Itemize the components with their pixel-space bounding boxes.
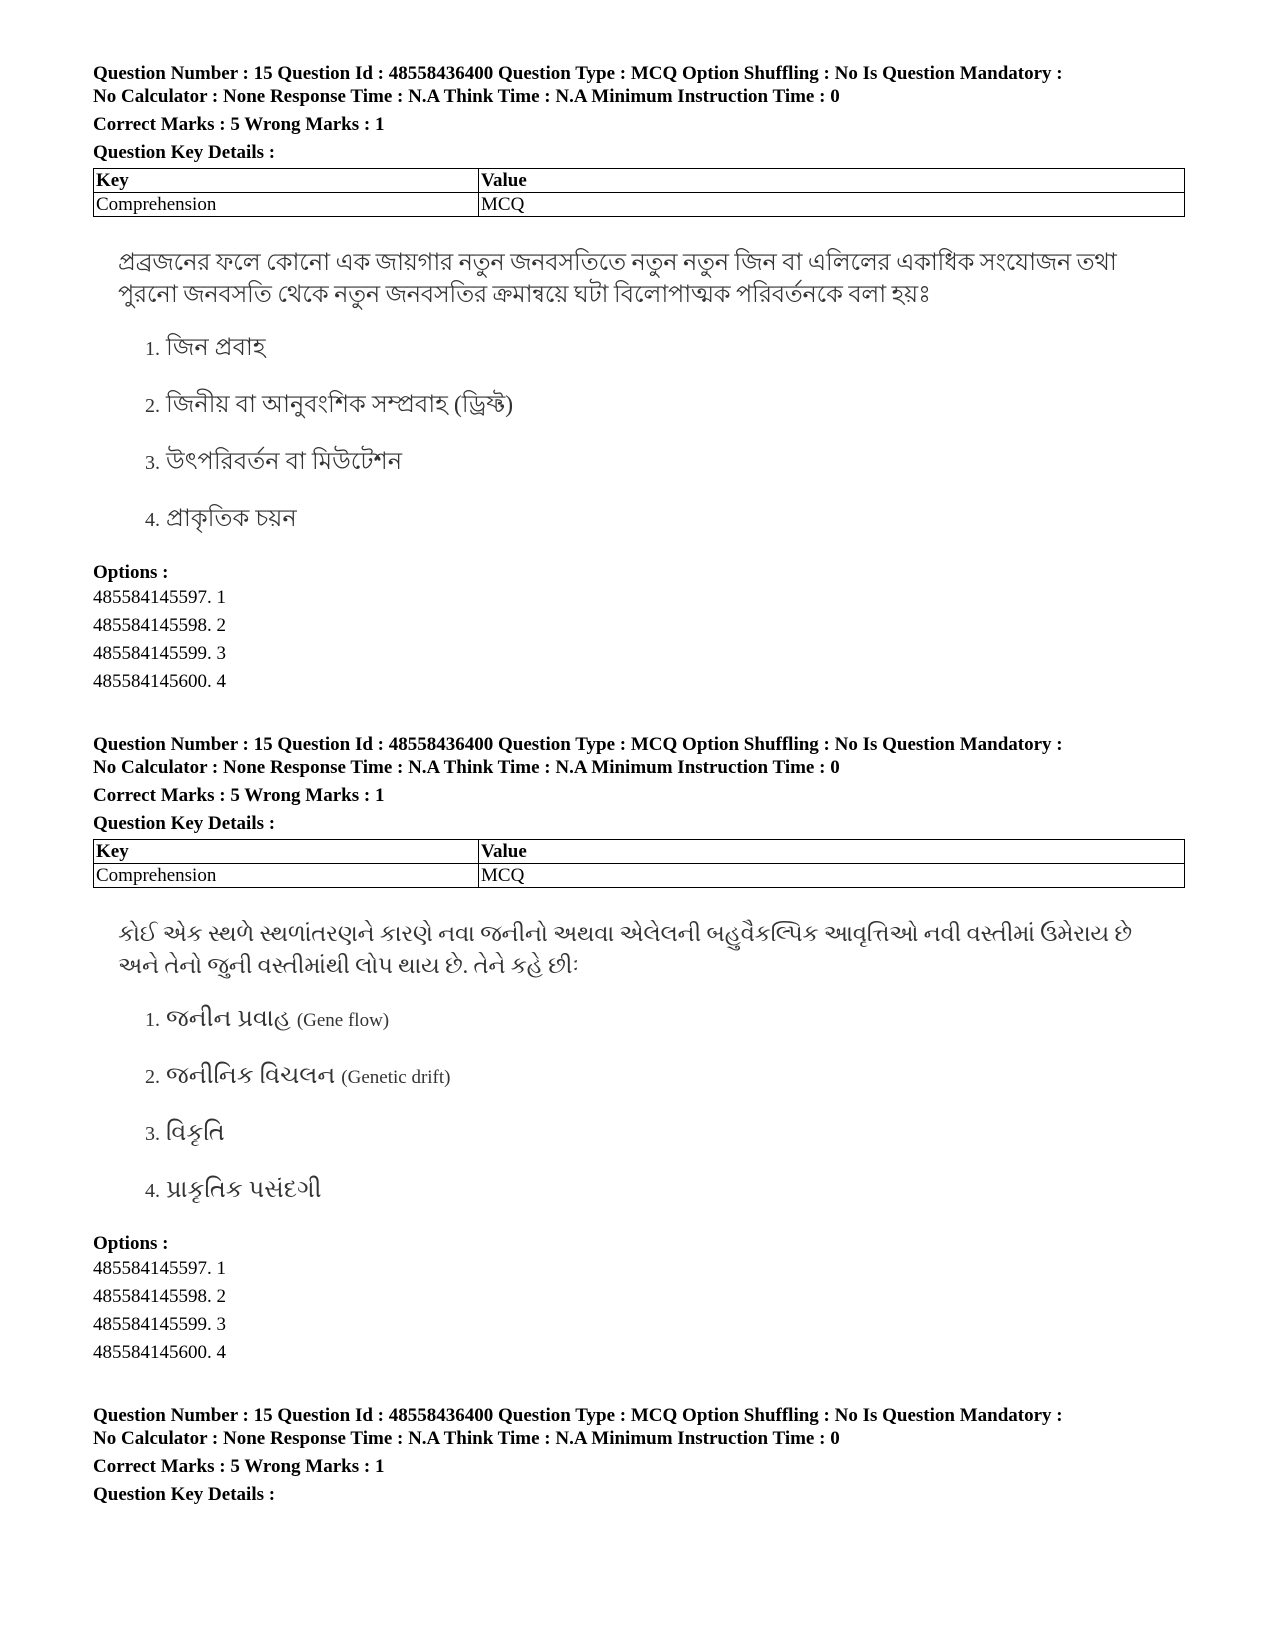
question-meta bbox=[93, 733, 1185, 779]
choice-latin: (Genetic drift) bbox=[341, 1067, 451, 1088]
marks-line: Correct Marks : 5 Wrong Marks : 1 bbox=[93, 1456, 385, 1477]
marks-line: Correct Marks : 5 Wrong Marks : 1 bbox=[93, 114, 385, 135]
options-label: Options : bbox=[93, 562, 169, 583]
option-item: 485584145599. 3 bbox=[93, 643, 226, 664]
question-block-3 bbox=[93, 1404, 1063, 1506]
choice-item bbox=[145, 504, 1185, 561]
table-row bbox=[94, 193, 1185, 217]
table-cell-value: MCQ bbox=[479, 864, 1185, 888]
question-block-2 bbox=[93, 733, 1185, 1367]
option-item: 485584145598. 2 bbox=[93, 615, 226, 636]
choice-text: પ્રાકૃતિક પસંદગી bbox=[166, 1177, 322, 1203]
option-item: 485584145598. 2 bbox=[93, 1286, 226, 1307]
key-value-table bbox=[93, 168, 1185, 217]
choice-item bbox=[145, 447, 1185, 504]
choice-item bbox=[145, 333, 1185, 390]
table-header-value: Value bbox=[479, 169, 1185, 193]
choice-latin: (Gene flow) bbox=[296, 1010, 390, 1031]
marks-line: Correct Marks : 5 Wrong Marks : 1 bbox=[93, 785, 385, 806]
meta-line-1: Question Number : 15 Question Id : 48558436400 Question Type : MCQ Option Shuffling : No Is Question Mandatory : bbox=[93, 734, 1063, 755]
meta-line-2: No Calculator : None Response Time : N.A Think Time : N.A Minimum Instruction Time : 0 bbox=[93, 757, 840, 778]
meta-line-2: No Calculator : None Response Time : N.A Think Time : N.A Minimum Instruction Time : 0 bbox=[93, 86, 840, 107]
choice-list bbox=[145, 333, 1185, 561]
key-details-label: Question Key Details : bbox=[93, 142, 276, 163]
question-image bbox=[118, 247, 1185, 561]
choice-item bbox=[145, 390, 1185, 447]
choice-number: 4. bbox=[145, 1180, 160, 1202]
option-item: 485584145599. 3 bbox=[93, 1314, 226, 1335]
choice-text: জিনীয় বা আনুবংশিক সম্প্রবাহ (ড্রিফ্ট) bbox=[166, 392, 514, 418]
meta-line-1: Question Number : 15 Question Id : 48558436400 Question Type : MCQ Option Shuffling : No Is Question Mandatory : bbox=[93, 1405, 1063, 1426]
table-header-row bbox=[94, 840, 1185, 864]
table-row bbox=[94, 864, 1185, 888]
option-item: 485584145597. 1 bbox=[93, 1258, 226, 1279]
choice-number: 1. bbox=[145, 1009, 160, 1031]
table-header-row bbox=[94, 169, 1185, 193]
table-cell-value: MCQ bbox=[479, 193, 1185, 217]
table-cell-key: Comprehension bbox=[94, 864, 479, 888]
table-header-key: Key bbox=[94, 840, 479, 864]
choice-number: 2. bbox=[145, 1066, 160, 1088]
choice-item bbox=[145, 1175, 1185, 1232]
question-meta bbox=[93, 1404, 1063, 1450]
table-cell-key: Comprehension bbox=[94, 193, 479, 217]
choice-list bbox=[145, 1004, 1185, 1232]
options-label: Options : bbox=[93, 1233, 169, 1254]
choice-number: 2. bbox=[145, 395, 160, 417]
choice-text: উৎপরিবর্তন বা মিউটেশন bbox=[166, 449, 403, 475]
choice-number: 3. bbox=[145, 452, 160, 474]
question-image bbox=[118, 918, 1185, 1232]
choice-text: જનીન પ્રવાહ bbox=[166, 1006, 291, 1032]
choice-item bbox=[145, 1061, 1185, 1118]
choice-item bbox=[145, 1118, 1185, 1175]
key-details-label: Question Key Details : bbox=[93, 1484, 276, 1505]
question-stem: প্রব্রজনের ফলে কোনো এক জায়গার নতুন জনবসতিতে নতুন নতুন জিন বা এলিলের একাধিক সংযোজন তথা পুরনো জনবসতি থেকে নতুন জনবসতির ক্রমান্বয়ে ঘটা বিলোপাত্মক পরিবর্তনকে বলা হয়ঃ bbox=[118, 250, 1117, 308]
choice-text: প্রাকৃতিক চয়ন bbox=[166, 506, 297, 532]
option-item: 485584145597. 1 bbox=[93, 587, 226, 608]
choice-text: জিন প্রবাহ bbox=[166, 335, 266, 361]
option-item: 485584145600. 4 bbox=[93, 671, 226, 692]
table-header-value: Value bbox=[479, 840, 1185, 864]
choice-item bbox=[145, 1004, 1185, 1061]
key-details-label: Question Key Details : bbox=[93, 813, 276, 834]
key-value-table bbox=[93, 839, 1185, 888]
option-item: 485584145600. 4 bbox=[93, 1342, 226, 1363]
question-stem: કોઈ એક સ્થળે સ્થળાંતરણને કારણે નવા જનીનો અથવા એલેલની બહુવૈકલ્પિક આવૃત્તિઓ નવી વસ્તીમાં ઉમેરાય છે અને તેનો જુની વસ્તીમાંથી લોપ થાય છે. તેને કહે છીઃ bbox=[118, 921, 1132, 978]
choice-number: 4. bbox=[145, 509, 160, 531]
question-meta bbox=[93, 62, 1185, 108]
table-header-key: Key bbox=[94, 169, 479, 193]
meta-line-2: No Calculator : None Response Time : N.A Think Time : N.A Minimum Instruction Time : 0 bbox=[93, 1428, 840, 1449]
choice-number: 3. bbox=[145, 1123, 160, 1145]
meta-line-1: Question Number : 15 Question Id : 48558436400 Question Type : MCQ Option Shuffling : No Is Question Mandatory : bbox=[93, 63, 1063, 84]
choice-number: 1. bbox=[145, 338, 160, 360]
choice-text: જનીનિક વિચલન bbox=[166, 1063, 336, 1089]
choice-text: વિકૃતિ bbox=[166, 1120, 225, 1146]
question-block-1 bbox=[93, 62, 1185, 696]
